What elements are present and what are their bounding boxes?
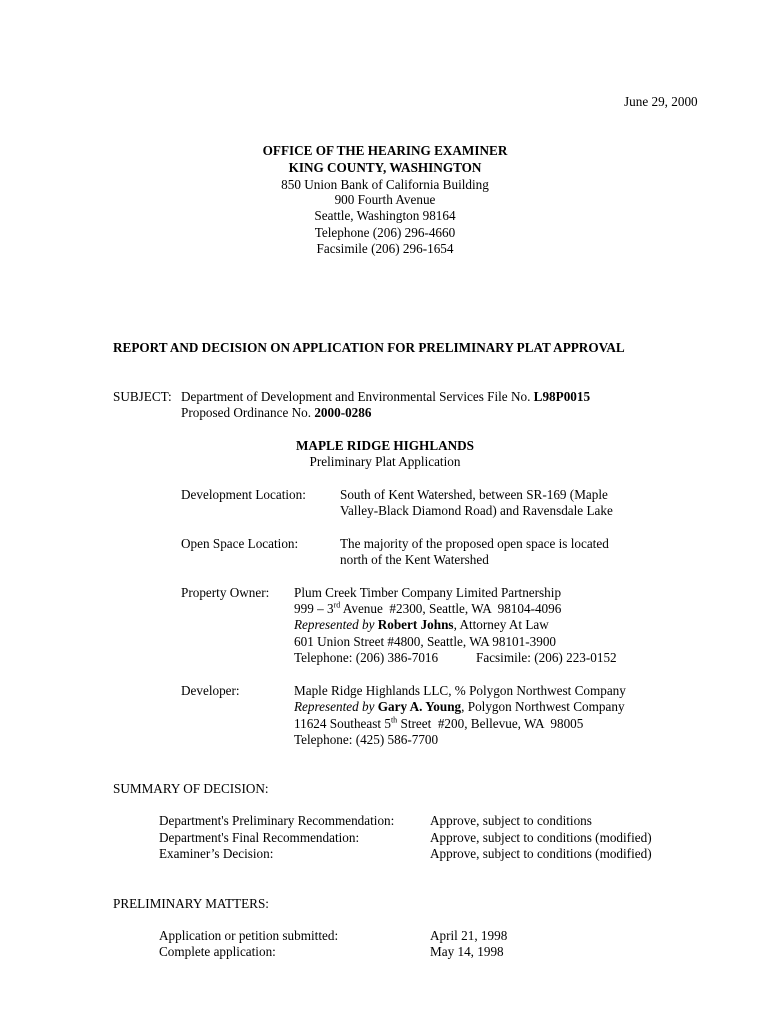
- property-owner-rep-address: 601 Union Street #4800, Seattle, WA 98101-3900: [294, 634, 557, 649]
- development-location-line2: Valley-Black Diamond Road) and Ravensdale Lake: [340, 503, 613, 518]
- office-name: OFFICE OF THE HEARING EXAMINER: [262, 143, 508, 158]
- office-jurisdiction: KING COUNTY, WASHINGTON: [288, 160, 482, 175]
- summary-row-value: Approve, subject to conditions: [430, 813, 592, 828]
- preliminary-row-value: April 21, 1998: [430, 928, 508, 943]
- property-owner-label: Property Owner:: [181, 585, 270, 600]
- summary-row-label: Department's Final Recommendation:: [159, 830, 360, 845]
- property-owner-facsimile: Facsimile: (206) 223-0152: [476, 650, 617, 665]
- property-owner-address: 999 – 3rd Avenue #2300, Seattle, WA 98104-4096: [294, 600, 562, 616]
- preliminary-row-value: May 14, 1998: [430, 944, 504, 959]
- report-title: REPORT AND DECISION ON APPLICATION FOR PRELIMINARY PLAT APPROVAL: [113, 340, 625, 355]
- summary-row-value: Approve, subject to conditions (modified): [430, 830, 652, 845]
- development-location-line1: South of Kent Watershed, between SR-169 (Maple: [340, 487, 608, 502]
- preliminary-heading: PRELIMINARY MATTERS:: [113, 896, 269, 911]
- subject-file-text: Department of Development and Environmental Services File No.: [181, 389, 531, 404]
- project-name: MAPLE RIDGE HIGHLANDS: [295, 438, 475, 453]
- office-address-line2: 900 Fourth Avenue: [334, 192, 436, 207]
- document-date: June 29, 2000: [624, 94, 698, 109]
- open-space-location-label: Open Space Location:: [181, 536, 299, 551]
- subject-ordinance-text: Proposed Ordinance No.: [181, 405, 312, 420]
- developer-telephone: Telephone: (425) 586-7700: [294, 732, 439, 747]
- summary-row-label: Examiner’s Decision:: [159, 846, 274, 861]
- project-subtitle: Preliminary Plat Application: [309, 454, 461, 469]
- preliminary-row-label: Application or petition submitted:: [159, 928, 339, 943]
- summary-row-value: Approve, subject to conditions (modified): [430, 846, 652, 861]
- developer-name: Maple Ridge Highlands LLC, % Polygon Northwest Company: [294, 683, 626, 698]
- preliminary-row-label: Complete application:: [159, 944, 276, 959]
- office-facsimile: Facsimile (206) 296-1654: [316, 241, 454, 256]
- property-owner-telephone: Telephone: (206) 386-7016: [294, 650, 439, 665]
- subject-label: SUBJECT:: [113, 389, 172, 404]
- developer-label: Developer:: [181, 683, 240, 698]
- subject-line2: [181, 405, 371, 421]
- property-owner-name: Plum Creek Timber Company Limited Partnership: [294, 585, 562, 600]
- open-space-location-line1: The majority of the proposed open space is located: [340, 536, 609, 551]
- summary-row-label: Department's Preliminary Recommendation:: [159, 813, 395, 828]
- development-location-label: Development Location:: [181, 487, 306, 502]
- summary-heading: SUMMARY OF DECISION:: [113, 781, 269, 796]
- office-address-line3: Seattle, Washington 98164: [314, 208, 456, 223]
- office-telephone: Telephone (206) 296-4660: [314, 225, 456, 240]
- property-owner-representative: Represented by Robert Johns, Attorney At Law: [294, 617, 549, 632]
- subject-ordinance-number: 2000-0286: [314, 405, 372, 420]
- subject-file-number: L98P0015: [533, 389, 591, 404]
- subject-line1: [181, 389, 590, 405]
- developer-representative: Represented by Gary A. Young, Polygon Northwest Company: [294, 699, 625, 714]
- office-address-line1: 850 Union Bank of California Building: [281, 177, 489, 192]
- open-space-location-line2: north of the Kent Watershed: [340, 552, 489, 567]
- developer-address: 11624 Southeast 5th Street #200, Bellevue, WA 98005: [294, 715, 584, 731]
